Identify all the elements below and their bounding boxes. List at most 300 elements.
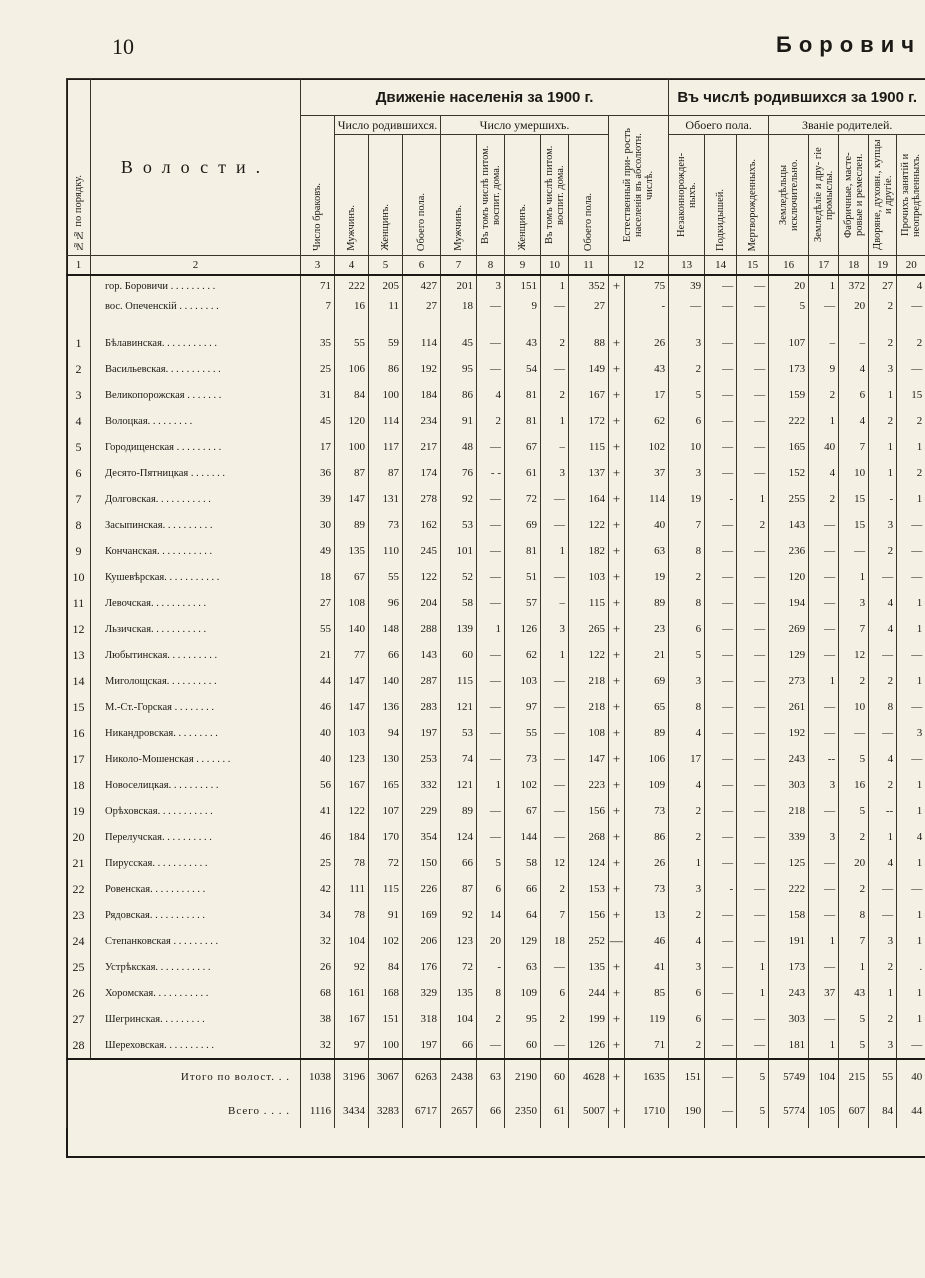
- table-row: [67, 512, 925, 538]
- table-row: [67, 642, 925, 668]
- volost-name: Никандровская. . . . . . . . .: [91, 720, 301, 746]
- value-cell: 2: [669, 356, 705, 382]
- value-cell: —: [809, 538, 839, 564]
- value-cell: 10: [839, 694, 869, 720]
- value-cell: 115: [569, 590, 609, 616]
- value-cell: -: [477, 954, 505, 980]
- value-cell: 165: [769, 434, 809, 460]
- natural-increase-value: 63: [625, 538, 669, 564]
- value-cell: 45: [301, 408, 335, 434]
- row-index: 23: [67, 902, 91, 928]
- value-cell: —: [541, 1032, 569, 1059]
- volost-name: Степанковская . . . . . . . . .: [91, 928, 301, 954]
- value-cell: 303: [769, 772, 809, 798]
- value-cell: 2: [869, 1006, 897, 1032]
- spacer-cell: [477, 316, 505, 330]
- value-cell: 1: [541, 642, 569, 668]
- value-cell: 20: [477, 928, 505, 954]
- value-cell: —: [897, 538, 925, 564]
- value-cell: —: [737, 824, 769, 850]
- value-cell: 2: [869, 408, 897, 434]
- value-cell: —: [477, 356, 505, 382]
- value-cell: 6: [477, 876, 505, 902]
- value-cell: —: [737, 434, 769, 460]
- value-cell: —: [705, 824, 737, 850]
- value-cell: - -: [477, 460, 505, 486]
- value-cell: 181: [769, 1032, 809, 1059]
- value-cell: 109: [505, 980, 541, 1006]
- value-cell: 122: [569, 642, 609, 668]
- value-cell: 60: [541, 1059, 569, 1094]
- table-row: [67, 356, 925, 382]
- value-cell: —: [737, 408, 769, 434]
- value-cell: 7: [669, 512, 705, 538]
- col-header-11: Обоего пола.: [569, 135, 609, 256]
- value-cell: 1: [541, 408, 569, 434]
- natural-increase-value: 46: [625, 928, 669, 954]
- value-cell: 10: [669, 434, 705, 460]
- increase-sign: [609, 296, 625, 316]
- value-cell: —: [541, 486, 569, 512]
- value-cell: —: [839, 720, 869, 746]
- marriages-header: Число браковъ.: [301, 116, 335, 256]
- natural-increase-value: 119: [625, 1006, 669, 1032]
- spacer-cell: [403, 316, 441, 330]
- spacer-row: [67, 316, 925, 330]
- increase-sign: +: [609, 1032, 625, 1059]
- value-cell: 40: [301, 720, 335, 746]
- value-cell: 147: [335, 486, 369, 512]
- value-cell: 191: [769, 928, 809, 954]
- value-cell: 288: [403, 616, 441, 642]
- value-cell: -: [705, 486, 737, 512]
- value-cell: 95: [441, 356, 477, 382]
- table-row: [67, 408, 925, 434]
- value-cell: 5: [737, 1094, 769, 1128]
- value-cell: 2: [669, 564, 705, 590]
- value-cell: 67: [505, 798, 541, 824]
- value-cell: 62: [505, 642, 541, 668]
- column-number: 8: [477, 256, 505, 276]
- value-cell: 115: [441, 668, 477, 694]
- increase-sign: +: [609, 330, 625, 356]
- spacer-cell: [625, 316, 669, 330]
- value-cell: 4628: [569, 1059, 609, 1094]
- value-cell: 5774: [769, 1094, 809, 1128]
- volost-name: Рядовская. . . . . . . . . . .: [91, 902, 301, 928]
- spacer-cell: [705, 316, 737, 330]
- value-cell: 1: [897, 928, 925, 954]
- increase-sign: +: [609, 356, 625, 382]
- table-row: [67, 1006, 925, 1032]
- value-cell: 66: [441, 1032, 477, 1059]
- value-cell: 35: [301, 330, 335, 356]
- value-cell: 95: [505, 1006, 541, 1032]
- value-cell: 114: [369, 408, 403, 434]
- value-cell: —: [705, 746, 737, 772]
- value-cell: 27: [569, 296, 609, 316]
- value-cell: –: [541, 434, 569, 460]
- increase-sign: +: [609, 564, 625, 590]
- increase-sign: +: [609, 642, 625, 668]
- row-index: 5: [67, 434, 91, 460]
- natural-increase-value: 21: [625, 642, 669, 668]
- value-cell: 1: [737, 980, 769, 1006]
- value-cell: 192: [403, 356, 441, 382]
- value-cell: 7: [301, 296, 335, 316]
- natural-increase-value: 85: [625, 980, 669, 1006]
- col-header-16: Земледѣльцы исключительно.: [769, 135, 809, 256]
- value-cell: 100: [335, 434, 369, 460]
- value-cell: —: [897, 746, 925, 772]
- value-cell: 55: [301, 616, 335, 642]
- value-cell: 1: [737, 954, 769, 980]
- value-cell: 2190: [505, 1059, 541, 1094]
- spacer-cell: [669, 316, 705, 330]
- value-cell: 140: [335, 616, 369, 642]
- value-cell: —: [541, 824, 569, 850]
- value-cell: 115: [369, 876, 403, 902]
- value-cell: 3: [669, 330, 705, 356]
- value-cell: 1: [541, 275, 569, 296]
- value-cell: 168: [369, 980, 403, 1006]
- value-cell: 72: [505, 486, 541, 512]
- value-cell: 140: [369, 668, 403, 694]
- volost-name: Засыпинская. . . . . . . . . .: [91, 512, 301, 538]
- column-number: 14: [705, 256, 737, 276]
- value-cell: 184: [335, 824, 369, 850]
- value-cell: 253: [403, 746, 441, 772]
- value-cell: 318: [403, 1006, 441, 1032]
- spacer-cell: [869, 316, 897, 330]
- value-cell: —: [809, 590, 839, 616]
- value-cell: 2: [869, 772, 897, 798]
- value-cell: 110: [369, 538, 403, 564]
- value-cell: 49: [301, 538, 335, 564]
- table-body: [67, 275, 925, 1059]
- value-cell: 126: [505, 616, 541, 642]
- row-index: 6: [67, 460, 91, 486]
- value-cell: 236: [769, 538, 809, 564]
- value-cell: 27: [869, 275, 897, 296]
- row-index: [67, 296, 91, 316]
- value-cell: —: [737, 564, 769, 590]
- value-cell: —: [737, 746, 769, 772]
- row-index: 8: [67, 512, 91, 538]
- value-cell: —: [809, 902, 839, 928]
- value-cell: 278: [403, 486, 441, 512]
- value-cell: 192: [769, 720, 809, 746]
- value-cell: 265: [569, 616, 609, 642]
- value-cell: 104: [335, 928, 369, 954]
- column-number-row: [67, 256, 925, 276]
- value-cell: —: [477, 434, 505, 460]
- value-cell: 53: [441, 720, 477, 746]
- col-header-15: Мертворожденныхъ.: [737, 135, 769, 256]
- volost-name: Городищенская . . . . . . . . .: [91, 434, 301, 460]
- value-cell: —: [737, 1006, 769, 1032]
- value-cell: 3: [669, 460, 705, 486]
- value-cell: 53: [441, 512, 477, 538]
- value-cell: —: [477, 694, 505, 720]
- volost-name: Великопорожская . . . . . . .: [91, 382, 301, 408]
- value-cell: 1: [839, 954, 869, 980]
- value-cell: —: [541, 746, 569, 772]
- value-cell: 123: [441, 928, 477, 954]
- value-cell: 9: [505, 296, 541, 316]
- value-cell: —: [477, 1032, 505, 1059]
- value-cell: —: [737, 616, 769, 642]
- value-cell: 12: [541, 850, 569, 876]
- value-cell: —: [669, 296, 705, 316]
- value-cell: 2: [541, 1006, 569, 1032]
- value-cell: —: [705, 772, 737, 798]
- value-cell: 2: [541, 382, 569, 408]
- volost-name: Льзичская. . . . . . . . . . .: [91, 616, 301, 642]
- value-cell: 73: [505, 746, 541, 772]
- value-cell: 199: [569, 1006, 609, 1032]
- value-cell: —: [705, 1059, 737, 1094]
- value-cell: 206: [403, 928, 441, 954]
- value-cell: 78: [335, 902, 369, 928]
- value-cell: —: [705, 512, 737, 538]
- value-cell: 51: [505, 564, 541, 590]
- value-cell: 3: [809, 772, 839, 798]
- table-row: [67, 876, 925, 902]
- value-cell: 7: [839, 928, 869, 954]
- value-cell: 1: [897, 486, 925, 512]
- value-cell: —: [737, 902, 769, 928]
- natural-increase-value: 40: [625, 512, 669, 538]
- value-cell: –: [541, 590, 569, 616]
- row-index: 2: [67, 356, 91, 382]
- value-cell: 3: [477, 275, 505, 296]
- value-cell: 222: [335, 275, 369, 296]
- value-cell: -: [705, 876, 737, 902]
- value-cell: 217: [403, 434, 441, 460]
- table-row: [67, 434, 925, 460]
- natural-increase-value: 13: [625, 902, 669, 928]
- row-index: 22: [67, 876, 91, 902]
- value-cell: —: [541, 668, 569, 694]
- value-cell: 139: [441, 616, 477, 642]
- value-cell: —: [477, 538, 505, 564]
- volost-name: гор. Боровичи . . . . . . . . .: [91, 275, 301, 296]
- table-row: [67, 296, 925, 316]
- table-row: [67, 616, 925, 642]
- volost-name: Кушевѣрская. . . . . . . . . . .: [91, 564, 301, 590]
- value-cell: 66: [369, 642, 403, 668]
- row-index: 20: [67, 824, 91, 850]
- column-number: 17: [809, 256, 839, 276]
- value-cell: —: [839, 538, 869, 564]
- value-cell: —: [897, 296, 925, 316]
- value-cell: 4: [669, 928, 705, 954]
- value-cell: 72: [441, 954, 477, 980]
- value-cell: —: [809, 876, 839, 902]
- value-cell: —: [477, 590, 505, 616]
- volost-name: Перелучская. . . . . . . . . .: [91, 824, 301, 850]
- value-cell: 158: [769, 902, 809, 928]
- value-cell: —: [705, 928, 737, 954]
- value-cell: 63: [505, 954, 541, 980]
- spacer-cell: [839, 316, 869, 330]
- value-cell: —: [541, 954, 569, 980]
- value-cell: 153: [569, 876, 609, 902]
- value-cell: —: [477, 720, 505, 746]
- value-cell: 268: [569, 824, 609, 850]
- value-cell: 173: [769, 954, 809, 980]
- volost-name: Бѣлавинская. . . . . . . . . . .: [91, 330, 301, 356]
- value-cell: 194: [769, 590, 809, 616]
- value-cell: 2: [897, 460, 925, 486]
- table-row: [67, 460, 925, 486]
- value-cell: 129: [505, 928, 541, 954]
- value-cell: 218: [569, 694, 609, 720]
- value-cell: 1: [477, 772, 505, 798]
- value-cell: 66: [477, 1094, 505, 1128]
- population-movement-table: [66, 78, 925, 1128]
- value-cell: 8: [477, 980, 505, 1006]
- value-cell: 40: [897, 1059, 925, 1094]
- column-number: 19: [869, 256, 897, 276]
- value-cell: 9: [809, 356, 839, 382]
- value-cell: 5: [669, 642, 705, 668]
- col-header-17: Земледѣліе и дру- гіе промыслы.: [809, 135, 839, 256]
- value-cell: 34: [301, 902, 335, 928]
- value-cell: 2: [897, 330, 925, 356]
- value-cell: 4: [839, 408, 869, 434]
- value-cell: —: [809, 564, 839, 590]
- value-cell: 3: [869, 356, 897, 382]
- increase-sign: +: [609, 694, 625, 720]
- value-cell: 2350: [505, 1094, 541, 1128]
- value-cell: 218: [569, 668, 609, 694]
- value-cell: 67: [335, 564, 369, 590]
- value-cell: 173: [769, 356, 809, 382]
- value-cell: 2: [737, 512, 769, 538]
- value-cell: —: [737, 876, 769, 902]
- value-cell: 25: [301, 356, 335, 382]
- value-cell: 7: [839, 616, 869, 642]
- value-cell: 143: [403, 642, 441, 668]
- value-cell: 2: [897, 408, 925, 434]
- value-cell: 4: [897, 275, 925, 296]
- value-cell: 20: [769, 275, 809, 296]
- table-row: [67, 954, 925, 980]
- row-index: 9: [67, 538, 91, 564]
- value-cell: 3196: [335, 1059, 369, 1094]
- natural-increase-value: 62: [625, 408, 669, 434]
- increase-sign: +: [609, 954, 625, 980]
- row-index: 13: [67, 642, 91, 668]
- value-cell: 243: [769, 980, 809, 1006]
- natural-increase-value: 89: [625, 720, 669, 746]
- table-row: [67, 928, 925, 954]
- value-cell: —: [737, 356, 769, 382]
- row-index: 12: [67, 616, 91, 642]
- value-cell: 111: [335, 876, 369, 902]
- value-cell: —: [705, 1032, 737, 1059]
- value-cell: 31: [301, 382, 335, 408]
- value-cell: 6: [669, 616, 705, 642]
- value-cell: —: [705, 538, 737, 564]
- value-cell: 1: [897, 668, 925, 694]
- table-row: [67, 382, 925, 408]
- among-born-header: Въ числѣ родившихся за 1900 г.: [669, 79, 925, 116]
- value-cell: 60: [441, 642, 477, 668]
- increase-sign: +: [609, 772, 625, 798]
- value-cell: 1: [897, 616, 925, 642]
- value-cell: 5: [839, 1006, 869, 1032]
- value-cell: —: [705, 720, 737, 746]
- value-cell: 372: [839, 275, 869, 296]
- volost-name: Васильевская. . . . . . . . . . .: [91, 356, 301, 382]
- natural-increase-value: 75: [625, 275, 669, 296]
- value-cell: —: [737, 850, 769, 876]
- value-cell: 2: [869, 296, 897, 316]
- col-header-8: Въ томъ числѣ питом. воспит. дома.: [477, 135, 505, 256]
- value-cell: 3067: [369, 1059, 403, 1094]
- volost-name: Пирусская. . . . . . . . . . .: [91, 850, 301, 876]
- value-cell: —: [897, 642, 925, 668]
- movement-header: Движеніе населенія за 1900 г.: [301, 79, 669, 116]
- index-column-header: №№ по порядку.: [67, 79, 91, 256]
- value-cell: 2: [839, 824, 869, 850]
- table-row: [67, 330, 925, 356]
- col-header-19: Дворяне, духовн., купцы и другіе.: [869, 135, 897, 256]
- value-cell: 94: [369, 720, 403, 746]
- value-cell: 58: [441, 590, 477, 616]
- value-cell: 149: [569, 356, 609, 382]
- value-cell: 161: [335, 980, 369, 1006]
- value-cell: 103: [505, 668, 541, 694]
- value-cell: —: [737, 1032, 769, 1059]
- value-cell: 122: [335, 798, 369, 824]
- volost-name: Николо-Мошенская . . . . . . .: [91, 746, 301, 772]
- value-cell: .: [897, 954, 925, 980]
- value-cell: 124: [441, 824, 477, 850]
- statistics-table-frame: [66, 78, 925, 1158]
- total-label: Итого по волост. . .: [67, 1059, 301, 1094]
- increase-sign: +: [609, 1059, 625, 1094]
- value-cell: —: [705, 330, 737, 356]
- natural-increase-value: 73: [625, 798, 669, 824]
- value-cell: 92: [441, 486, 477, 512]
- row-index: 4: [67, 408, 91, 434]
- row-index: 15: [67, 694, 91, 720]
- value-cell: 41: [301, 798, 335, 824]
- value-cell: –: [809, 330, 839, 356]
- value-cell: 174: [403, 460, 441, 486]
- value-cell: 4: [477, 382, 505, 408]
- increase-sign: +: [609, 668, 625, 694]
- row-index: 10: [67, 564, 91, 590]
- value-cell: 137: [569, 460, 609, 486]
- column-number: 18: [839, 256, 869, 276]
- row-index: 26: [67, 980, 91, 1006]
- value-cell: 329: [403, 980, 441, 1006]
- value-cell: 339: [769, 824, 809, 850]
- column-number: 15: [737, 256, 769, 276]
- value-cell: 1: [869, 460, 897, 486]
- natural-increase-value: 23: [625, 616, 669, 642]
- value-cell: 81: [505, 408, 541, 434]
- value-cell: 40: [301, 746, 335, 772]
- spacer-cell: [91, 316, 301, 330]
- value-cell: 2: [809, 486, 839, 512]
- value-cell: —: [737, 668, 769, 694]
